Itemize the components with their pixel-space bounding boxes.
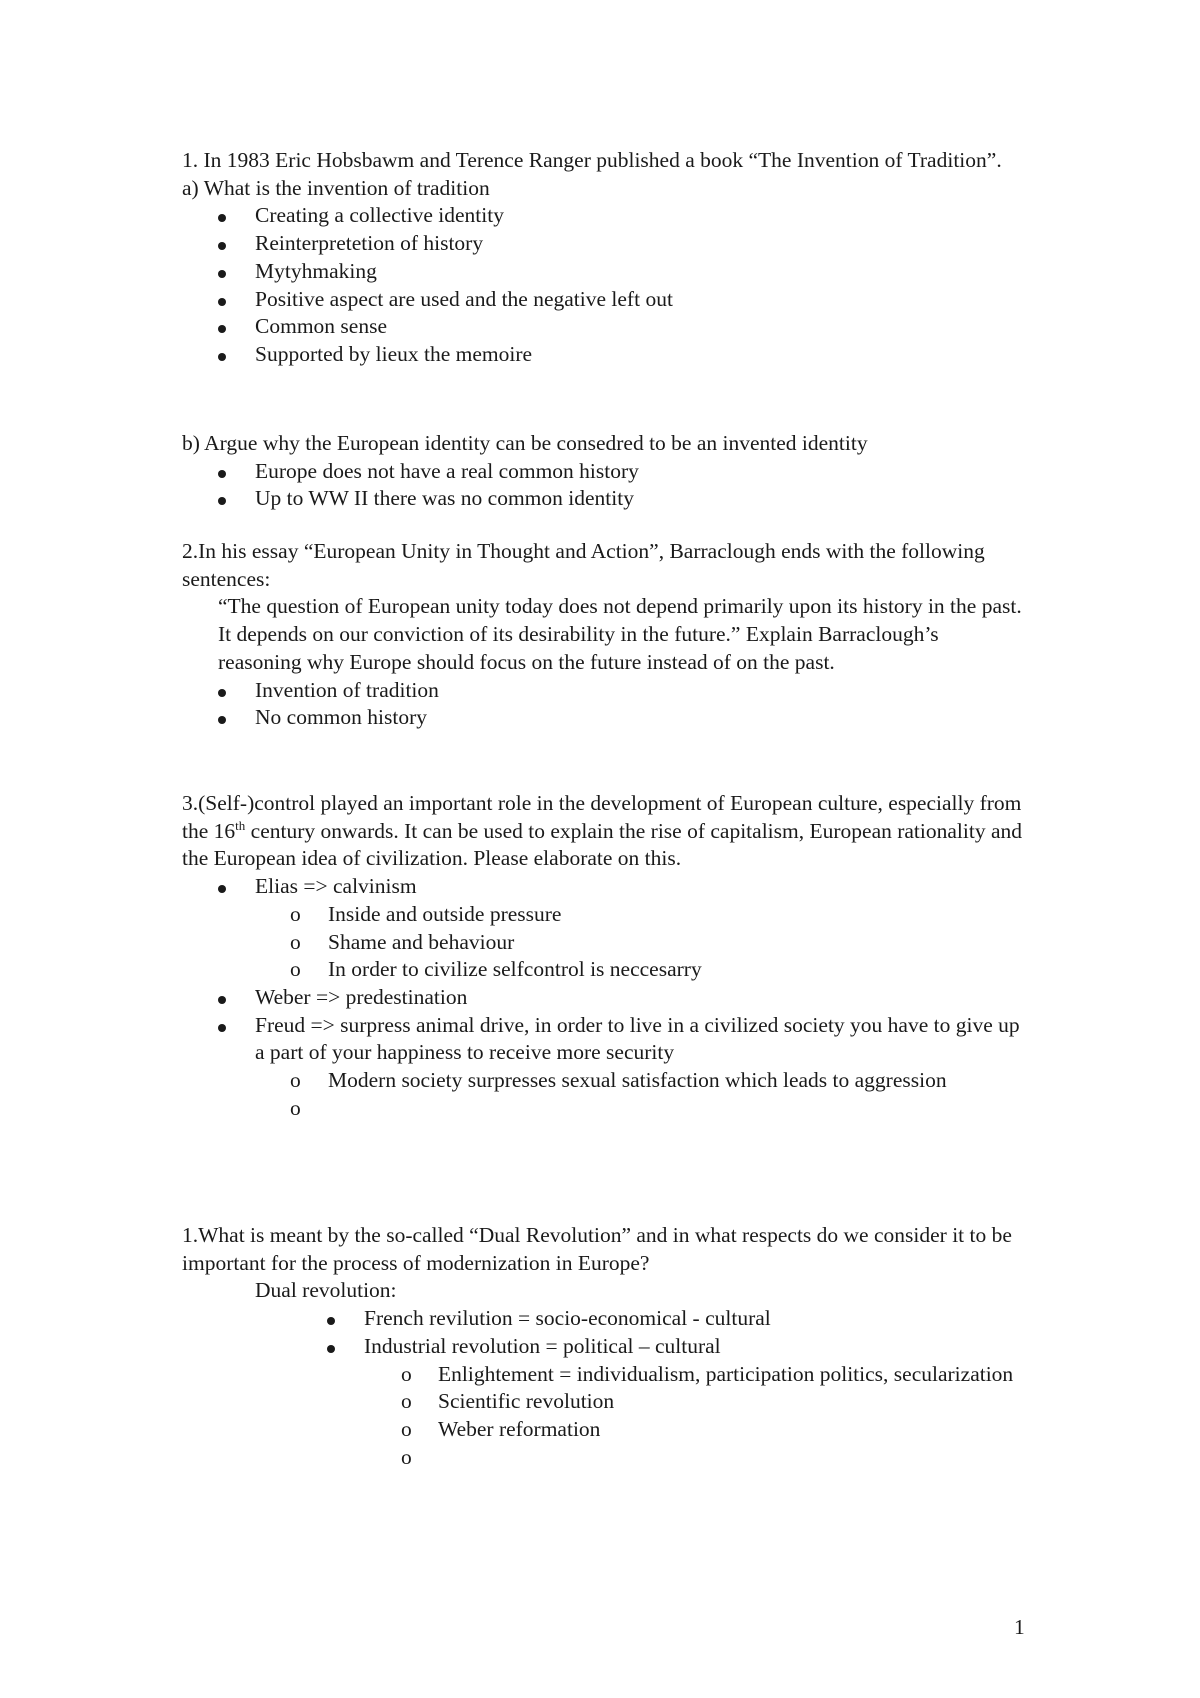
circle-marker-icon: o (401, 1389, 412, 1414)
question-3 (182, 790, 1022, 1122)
answer-2-list (182, 677, 1022, 732)
bullet-icon (218, 689, 226, 697)
list-item: Reinterpretetion of history (182, 230, 1022, 258)
bullet-icon (327, 1345, 335, 1353)
list-item: Europe does not have a real common history (182, 458, 1022, 486)
question-1 (182, 147, 1022, 369)
sub-list-item: o Scientific revolution (182, 1388, 1022, 1416)
circle-marker-icon: o (401, 1416, 412, 1441)
dual-revolution-list (182, 1305, 1022, 1471)
list-item: Mytyhmaking (182, 258, 1022, 286)
circle-marker-icon: o (290, 901, 301, 926)
question-2-text: 2.In his essay “European Unity in Thought and Action”, Barraclough ends with the following sentences: (182, 539, 985, 591)
question-1b-text: b) Argue why the European identity can be consedred to be an invented identity (182, 431, 868, 455)
list-item: Weber => predestination (182, 984, 1022, 1012)
bullet-icon (218, 470, 226, 478)
list-item: Up to WW II there was no common identity (182, 485, 1022, 513)
circle-marker-icon: o (290, 1095, 301, 1120)
answer-3-list (182, 873, 1022, 1122)
circle-marker-icon: o (290, 929, 301, 954)
list-item: Industrial revolution = political – cultural (182, 1333, 1022, 1361)
bullet-icon (327, 1317, 335, 1325)
list-item: No common history (182, 704, 1022, 732)
bullet-icon (218, 497, 226, 505)
question-1b (182, 430, 1022, 513)
question-dual-revolution (182, 1222, 1022, 1471)
bullet-icon (218, 214, 226, 222)
sub-list-item: o In order to civilize selfcontrol is neccesarry (182, 956, 1022, 984)
list-item: Freud => surpress animal drive, in order to live in a civilized society you have to give up a part of your happiness to receive more security (182, 1012, 1022, 1067)
circle-marker-icon: o (290, 1068, 301, 1093)
list-item: Supported by lieux the memoire (182, 341, 1022, 369)
circle-marker-icon: o (290, 957, 301, 982)
answer-1b-list (182, 458, 1022, 513)
question-1a: a) What is the invention of tradition (182, 175, 490, 200)
dual-revolution-intro: Dual revolution: (255, 1278, 397, 1303)
sub-list-item: o Modern society surpresses sexual satisfaction which leads to aggression (182, 1067, 1022, 1095)
list-item: Positive aspect are used and the negative left out (182, 286, 1022, 314)
question-2 (182, 538, 1022, 732)
question-3-text: 3.(Self-)control played an important role in the development of European culture, especially from the 16th century onwards. It can be used to explain the rise of capitalism, European rationality and the European idea of civilization. Please elaborate on this. (182, 791, 1023, 871)
sub-list-item: o Enlightement = individualism, participation politics, secularization (182, 1361, 1022, 1389)
list-item: French revilution = socio-economical - cultural (182, 1305, 1022, 1333)
list-item: Invention of tradition (182, 677, 1022, 705)
bullet-icon (218, 885, 226, 893)
circle-marker-icon: o (401, 1444, 412, 1469)
question-1-text: 1. In 1983 Eric Hobsbawm and Terence Ranger published a book “The Invention of Tradition”. (182, 148, 1002, 172)
bullet-icon (218, 1024, 226, 1032)
page-number: 1 (1014, 1615, 1025, 1639)
list-item: Creating a collective identity (182, 202, 1022, 230)
sub-list-item-empty (182, 1444, 1022, 1472)
bullet-icon (218, 353, 226, 361)
sub-list-item: o Inside and outside pressure (182, 901, 1022, 929)
barraclough-quote: “The question of European unity today does not depend primarily upon its history in the past. It depends on our conviction of its desirability in the future.” Explain Barraclough’s reasoning why Europe should focus on the future instead of on the past. (218, 594, 1022, 674)
bullet-icon (218, 996, 226, 1004)
bullet-icon (218, 270, 226, 278)
circle-marker-icon: o (401, 1361, 412, 1386)
list-item: Common sense (182, 313, 1022, 341)
sub-list-item: o Weber reformation (182, 1416, 1022, 1444)
dual-revolution-question-text: 1.What is meant by the so-called “Dual Revolution” and in what respects do we consider it to be important for the process of modernization in Europe? (182, 1223, 1012, 1275)
answer-1a-list (182, 202, 1022, 368)
bullet-icon (218, 716, 226, 724)
bullet-icon (218, 242, 226, 250)
sub-list-item: o Shame and behaviour (182, 929, 1022, 957)
list-item: Elias => calvinism (182, 873, 1022, 901)
bullet-icon (218, 325, 226, 333)
bullet-icon (218, 298, 226, 306)
sub-list-item-empty (182, 1095, 1022, 1123)
